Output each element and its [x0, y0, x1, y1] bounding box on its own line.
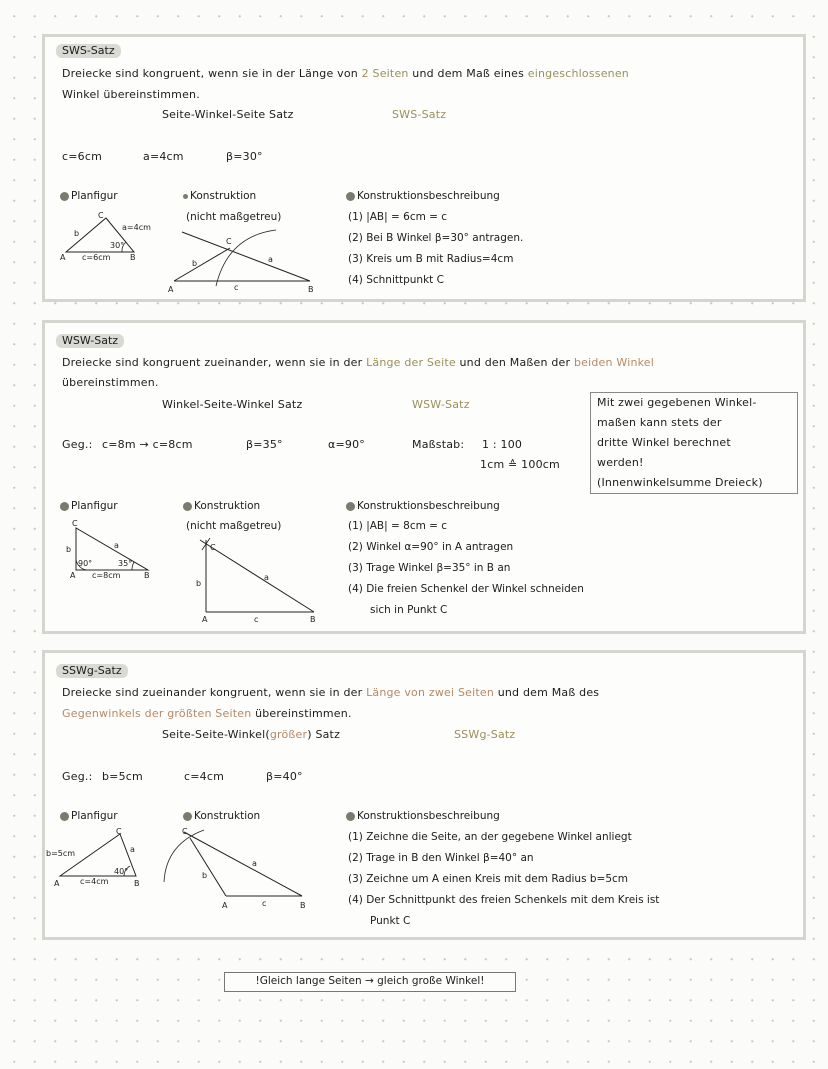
- wsw-step-3: (3) Trage Winkel β=35° in B an: [348, 562, 511, 574]
- sws-tag: SWS-Satz: [56, 44, 121, 58]
- number-3-icon: [346, 502, 355, 511]
- wsw-kon-title: Konstruktion: [183, 500, 260, 512]
- sws-plan-label-a: a=4cm: [122, 223, 151, 232]
- wsw-step-2: (2) Winkel α=90° in A antragen: [348, 541, 514, 553]
- ssw-step-2: (2) Trage in B den Winkel β=40° an: [348, 852, 534, 864]
- wsw-definition: Dreiecke sind kongruent zueinander, wenn sie in der Länge der Seite und den Maßen der beiden Winkel: [62, 356, 655, 369]
- wsw-step-4: (4) Die freien Schenkel der Winkel schneiden: [348, 583, 584, 595]
- ssw-kon-label-b: b: [202, 871, 208, 880]
- sws-kon-circle-arc: [216, 230, 276, 286]
- wsw-konstruktion: [194, 536, 334, 624]
- sws-planfigur: [56, 208, 156, 263]
- wsw-kon-label-a: a: [264, 573, 269, 582]
- sws-plan-label-b: b: [74, 229, 80, 238]
- sws-konstruktion: [168, 226, 328, 296]
- ssw-given-c: c=4cm: [184, 770, 225, 783]
- sws-name: Seite-Winkel-Seite Satz: [162, 108, 294, 121]
- sws-plan-label-angle: 30°: [110, 241, 125, 250]
- ssw-plan-label-B: B: [134, 879, 140, 888]
- sws-definition-line2: Winkel übereinstimmen.: [62, 88, 200, 101]
- ssw-plan-label-A: A: [54, 879, 60, 888]
- wsw-kon-label-c: c: [254, 615, 259, 624]
- sws-given-a: a=4cm: [143, 150, 184, 163]
- wsw-given-beta: β=35°: [246, 438, 283, 451]
- wsw-note-line-3: dritte Winkel berechnet: [597, 436, 731, 449]
- ssw-kon-side-a: [184, 832, 302, 896]
- sws-step-4: (4) Schnittpunkt C: [348, 274, 444, 286]
- sws-abbr: SWS-Satz: [392, 108, 447, 121]
- ssw-plan-label-b: b=5cm: [46, 849, 76, 858]
- ssw-step-4: (4) Der Schnittpunkt des freien Schenkels mit dem Kreis ist: [348, 894, 660, 906]
- number-2-icon: [183, 502, 192, 511]
- footer-note: !Gleich lange Seiten → gleich große Winkel!: [224, 972, 516, 992]
- ssw-kon-circle-arc: [164, 830, 204, 882]
- wsw-note-line-2: maßen kann stets der: [597, 416, 722, 429]
- wsw-plan-label-b: b: [66, 545, 72, 554]
- wsw-plan-label-B: B: [144, 571, 150, 580]
- ssw-step-3: (3) Zeichne um A einen Kreis mit dem Radius b=5cm: [348, 873, 629, 885]
- ssw-plan-title: Planfigur: [60, 810, 118, 822]
- ssw-name: Seite-Seite-Winkel(größer) Satz: [162, 728, 341, 741]
- ssw-konstruktion: [162, 828, 322, 912]
- number-3-icon: [346, 192, 355, 201]
- wsw-kon-label-C: C: [210, 543, 216, 552]
- wsw-kon-sub: (nicht maßgetreu): [186, 520, 282, 532]
- wsw-plan-label-c: c=8cm: [92, 571, 121, 580]
- sws-plan-label-A: A: [60, 253, 66, 262]
- sws-kon-title: Konstruktion: [183, 190, 256, 202]
- number-2-icon: [183, 812, 192, 821]
- sws-step-2: (2) Bei B Winkel β=30° antragen.: [348, 232, 524, 244]
- wsw-plan-label-C: C: [72, 519, 78, 528]
- wsw-definition-line2: übereinstimmen.: [62, 376, 159, 389]
- wsw-plan-label-angle2: 35°: [118, 559, 133, 568]
- ssw-kon-label-c: c: [262, 899, 267, 908]
- ssw-kon-side-b: [190, 838, 226, 896]
- sws-kon-label-A: A: [168, 285, 174, 294]
- ssw-step-1: (1) Zeichne die Seite, an der gegebene Winkel anliegt: [348, 831, 632, 843]
- ssw-abbr: SSWg-Satz: [454, 728, 516, 741]
- number-3-icon: [346, 812, 355, 821]
- sws-given-beta: β=30°: [226, 150, 263, 163]
- wsw-tag: WSW-Satz: [56, 334, 124, 348]
- wsw-plan-title: Planfigur: [60, 500, 118, 512]
- sws-kon-label-C: C: [226, 237, 232, 246]
- wsw-step-4-cont: sich in Punkt C: [370, 604, 448, 616]
- sws-step-1: (1) |AB| = 6cm = c: [348, 211, 448, 223]
- sws-plan-label-C: C: [98, 211, 104, 220]
- ssw-planfigur: [44, 828, 154, 888]
- ssw-given-label: Geg.:: [62, 770, 93, 783]
- sws-desc-title: Konstruktionsbeschreibung: [346, 190, 500, 202]
- wsw-note-line-4: werden!: [597, 456, 644, 469]
- sws-given-c: c=6cm: [62, 150, 103, 163]
- ssw-kon-label-C: C: [182, 827, 188, 836]
- sws-kon-sub: (nicht maßgetreu): [186, 211, 282, 223]
- sws-plan-title: Planfigur: [60, 190, 118, 202]
- wsw-name: Winkel-Seite-Winkel Satz: [162, 398, 303, 411]
- number-1-icon: [60, 192, 69, 201]
- sws-definition: Dreiecke sind kongruent, wenn sie in der Länge von 2 Seiten und dem Maß eines eingeschlossenen: [62, 67, 629, 80]
- wsw-planfigur: [62, 520, 162, 580]
- number-1-icon: [60, 812, 69, 821]
- wsw-planfigur-angle-arc-2: [132, 562, 134, 570]
- sws-step-3: (3) Kreis um B mit Radius=4cm: [348, 253, 514, 265]
- wsw-step-1: (1) |AB| = 8cm = c: [348, 520, 448, 532]
- wsw-plan-label-a: a: [114, 541, 119, 550]
- sws-kon-label-c: c: [234, 283, 239, 292]
- ssw-desc-title: Konstruktionsbeschreibung: [346, 810, 500, 822]
- ssw-definition-line2: Gegenwinkels der größten Seiten übereinstimmen.: [62, 707, 352, 720]
- ssw-definition: Dreiecke sind zueinander kongruent, wenn sie in der Länge von zwei Seiten und dem Maß des: [62, 686, 600, 699]
- wsw-scale-ratio: 1 : 100: [482, 438, 523, 451]
- wsw-note-line-5: (Innenwinkelsumme Dreieck): [597, 476, 763, 489]
- ssw-step-4-cont: Punkt C: [370, 915, 411, 927]
- ssw-given-beta: β=40°: [266, 770, 303, 783]
- ssw-plan-label-a: a: [130, 845, 135, 854]
- wsw-given-c: c=8m → c=8cm: [102, 438, 193, 451]
- ssw-kon-label-a: a: [252, 859, 257, 868]
- wsw-note-box: [590, 392, 798, 494]
- wsw-note-line-1: Mit zwei gegebenen Winkel-: [597, 396, 757, 409]
- wsw-abbr: WSW-Satz: [412, 398, 470, 411]
- ssw-plan-label-angle: 40°: [114, 867, 129, 876]
- wsw-plan-label-A: A: [70, 571, 76, 580]
- wsw-given-label: Geg.:: [62, 438, 93, 451]
- sws-plan-label-B: B: [130, 253, 136, 262]
- wsw-kon-label-A: A: [202, 615, 208, 624]
- ssw-kon-title: Konstruktion: [183, 810, 260, 822]
- wsw-kon-side-a: [200, 540, 314, 612]
- sws-kon-label-a: a: [268, 255, 273, 264]
- wsw-plan-label-angle1: 90°: [78, 559, 93, 568]
- wsw-kon-label-b: b: [196, 579, 202, 588]
- sws-kon-side-b: [174, 248, 230, 281]
- sws-kon-angle-ray: [182, 232, 310, 281]
- sws-plan-label-c: c=6cm: [82, 253, 111, 262]
- ssw-kon-label-A: A: [222, 901, 228, 910]
- ssw-plan-label-C: C: [116, 827, 122, 836]
- wsw-desc-title: Konstruktionsbeschreibung: [346, 500, 500, 512]
- sws-kon-label-b: b: [192, 259, 198, 268]
- number-1-icon: [60, 502, 69, 511]
- number-2-icon: [183, 194, 188, 199]
- wsw-scale-eq: 1cm ≙ 100cm: [480, 458, 560, 471]
- ssw-given-b: b=5cm: [102, 770, 143, 783]
- wsw-scale-label: Maßstab:: [412, 438, 465, 451]
- sws-kon-label-B: B: [308, 285, 314, 294]
- wsw-kon-label-B: B: [310, 615, 316, 624]
- ssw-tag: SSWg-Satz: [56, 664, 128, 678]
- wsw-given-alpha: α=90°: [328, 438, 365, 451]
- ssw-plan-label-c: c=4cm: [80, 877, 109, 886]
- ssw-kon-label-B: B: [300, 901, 306, 910]
